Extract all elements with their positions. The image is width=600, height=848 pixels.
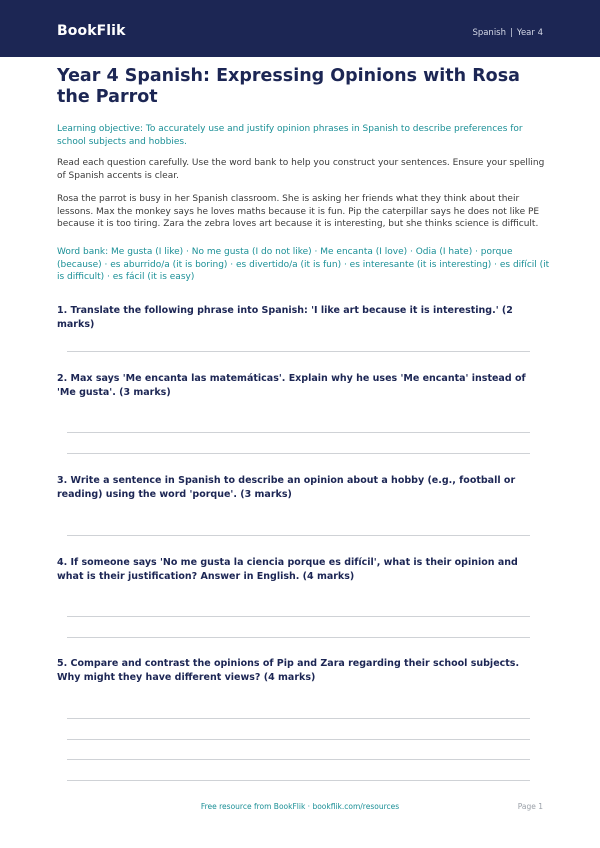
answer-line[interactable] xyxy=(67,432,530,433)
page-number: Page 1 xyxy=(517,802,543,811)
answer-line[interactable] xyxy=(67,739,530,740)
breadcrumb-separator: | xyxy=(510,28,513,38)
page-header xyxy=(0,0,600,57)
answer-line[interactable] xyxy=(67,535,530,536)
answer-line[interactable] xyxy=(67,718,530,719)
answer-line[interactable] xyxy=(67,759,530,760)
question-5: 5. Compare and contrast the opinions of Pip and Zara regarding their school subjects. Why might they have different views? (4 marks) xyxy=(57,658,520,683)
subject-label: Spanish xyxy=(472,28,507,38)
answer-line[interactable] xyxy=(67,616,530,617)
question-3: 3. Write a sentence in Spanish to describe an opinion about a hobby (e.g., football or reading) using the word 'porque'. (3 marks) xyxy=(57,475,516,500)
learning-objective: Learning objective: To accurately use and justify opinion phrases in Spanish to describe preferences for school subjects and hobbies. xyxy=(57,124,523,147)
brand-logo[interactable]: BookFlik xyxy=(57,23,126,39)
question-1: 1. Translate the following phrase into Spanish: 'I like art because it is interesting.' (2 marks) xyxy=(57,305,513,330)
answer-line[interactable] xyxy=(67,453,530,454)
answer-line[interactable] xyxy=(67,780,530,781)
question-4: 4. If someone says 'No me gusta la ciencia porque es difícil', what is their opinion and what is their justification? Answer in English. (4 marks) xyxy=(57,557,518,582)
footer-credit[interactable]: Free resource from BookFlik · bookflik.com/resources xyxy=(200,802,400,811)
instructions-text: Read each question carefully. Use the word bank to help you construct your sentences. Ensure your spelling of Spanish accents is clear. xyxy=(57,158,545,181)
answer-line[interactable] xyxy=(67,351,530,352)
worksheet-title: Year 4 Spanish: Expressing Opinions with Rosa the Parrot xyxy=(57,66,520,107)
year-label: Year 4 xyxy=(516,28,543,38)
word-bank: Word bank: Me gusta (I like) · No me gusta (I do not like) · Me encanta (I love) · Odia (I hate) · porque (because) · es aburrido/a (it is boring) · es divertido/a (it is fun) · es interesante (it is interesting) · es difícil (it is difficult) · es fácil (it is easy) xyxy=(57,247,550,282)
subject-year-breadcrumb xyxy=(472,28,543,38)
story-text: Rosa the parrot is busy in her Spanish classroom. She is asking her friends what they think about their lessons. Max the monkey says he loves maths because it is fun. Pip the caterpillar says he does not like PE because it is too tiring. Zara the zebra loves art because it is interesting, but she thinks science is difficult. xyxy=(57,194,540,229)
question-2: 2. Max says 'Me encanta las matemáticas'. Explain why he uses 'Me encanta' instead of 'Me gusta'. (3 marks) xyxy=(57,373,526,398)
answer-line[interactable] xyxy=(67,637,530,638)
